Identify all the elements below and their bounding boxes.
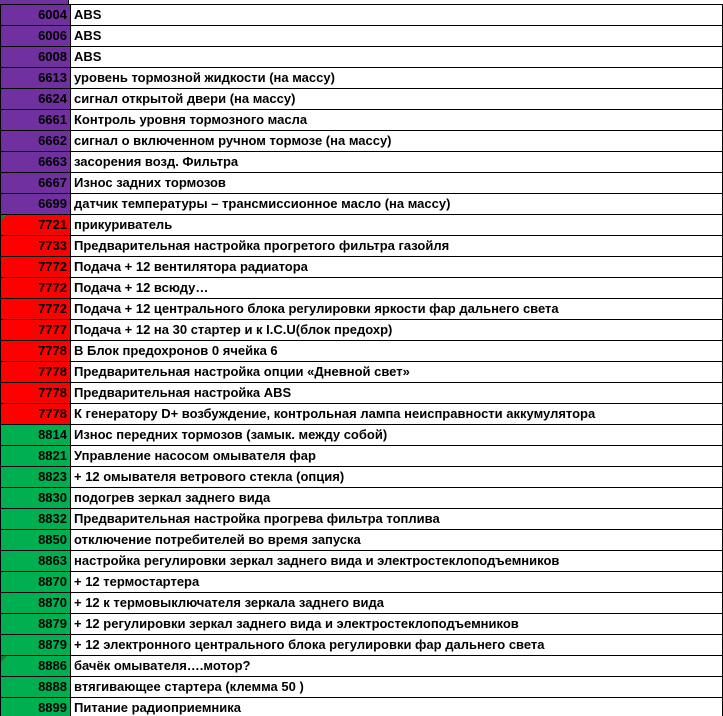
- description-cell[interactable]: Подача + 12 всюду…: [71, 278, 723, 299]
- description-cell[interactable]: Подача + 12 на 30 стартер и к I.C.U(блок предохр): [71, 320, 723, 341]
- table-row: [1, 152, 723, 173]
- table-row: [1, 110, 723, 131]
- description-cell[interactable]: Подача + 12 вентилятора радиатора: [71, 257, 723, 278]
- table-row: [1, 215, 723, 236]
- code-cell[interactable]: 8832: [1, 509, 71, 530]
- description-cell[interactable]: уровень тормозной жидкости (на массу): [71, 68, 723, 89]
- table-row: [1, 530, 723, 551]
- code-cell[interactable]: 8830: [1, 488, 71, 509]
- table-row: [1, 677, 723, 698]
- table-row: [1, 320, 723, 341]
- table-row: [1, 383, 723, 404]
- description-cell[interactable]: Питание радиоприемника: [71, 698, 723, 716]
- code-cell[interactable]: 8814: [1, 425, 71, 446]
- description-cell[interactable]: К генератору D+ возбуждение, контрольная лампа неисправности аккумулятора: [71, 404, 723, 425]
- table-row: [1, 26, 723, 47]
- table-row: [1, 635, 723, 656]
- description-cell[interactable]: сигнал о включенном ручном тормозе (на массу): [71, 131, 723, 152]
- table-row: [1, 5, 723, 26]
- code-cell[interactable]: 8863: [1, 551, 71, 572]
- table-row: [1, 425, 723, 446]
- code-cell[interactable]: 6667: [1, 173, 71, 194]
- table-row: [1, 404, 723, 425]
- table-row: [1, 194, 723, 215]
- code-cell[interactable]: 8870: [1, 572, 71, 593]
- description-cell[interactable]: + 12 омывателя ветрового стекла (опция): [71, 467, 723, 488]
- table-row: [1, 341, 723, 362]
- code-cell[interactable]: 8850: [1, 530, 71, 551]
- description-cell[interactable]: В Блок предохронов 0 ячейка 6: [71, 341, 723, 362]
- code-cell[interactable]: 8888: [1, 677, 71, 698]
- code-cell[interactable]: 6008: [1, 47, 71, 68]
- code-cell[interactable]: 8821: [1, 446, 71, 467]
- table-row: [1, 551, 723, 572]
- description-cell[interactable]: сигнал открытой двери (на массу): [71, 89, 723, 110]
- description-cell[interactable]: Износ передних тормозов (замык. между собой): [71, 425, 723, 446]
- code-cell[interactable]: 6624: [1, 89, 71, 110]
- table-row: [1, 467, 723, 488]
- table-row: [1, 278, 723, 299]
- description-cell[interactable]: подогрев зеркал заднего вида: [71, 488, 723, 509]
- table-row: [1, 614, 723, 635]
- table-row: [1, 89, 723, 110]
- code-cell[interactable]: 8879: [1, 635, 71, 656]
- description-cell[interactable]: Износ задних тормозов: [71, 173, 723, 194]
- code-cell[interactable]: 7772: [1, 278, 71, 299]
- description-cell[interactable]: Управление насосом омывателя фар: [71, 446, 723, 467]
- description-cell[interactable]: настройка регулировки зеркал заднего вида и электростеклоподъемников: [71, 551, 723, 572]
- table-row: [1, 68, 723, 89]
- table-row: [1, 698, 723, 716]
- code-cell[interactable]: 7778: [1, 404, 71, 425]
- code-cell[interactable]: 6663: [1, 152, 71, 173]
- table-row: [1, 362, 723, 383]
- code-cell[interactable]: 7772: [1, 257, 71, 278]
- code-cell[interactable]: 8886: [1, 656, 71, 677]
- code-cell[interactable]: 7772: [1, 299, 71, 320]
- code-cell[interactable]: 6004: [1, 5, 71, 26]
- description-cell[interactable]: Подача + 12 центрального блока регулировки яркости фар дальнего света: [71, 299, 723, 320]
- table-row: [1, 446, 723, 467]
- wiring-codes-table: [0, 4, 723, 716]
- table-body: [1, 5, 723, 716]
- description-cell[interactable]: засорения возд. Фильтра: [71, 152, 723, 173]
- code-cell[interactable]: 6699: [1, 194, 71, 215]
- table-row: [1, 572, 723, 593]
- code-cell[interactable]: 8899: [1, 698, 71, 716]
- code-cell[interactable]: 7778: [1, 383, 71, 404]
- table-row: [1, 593, 723, 614]
- description-cell[interactable]: + 12 к термовыключателя зеркала заднего вида: [71, 593, 723, 614]
- code-cell[interactable]: 7733: [1, 236, 71, 257]
- code-cell[interactable]: 8823: [1, 467, 71, 488]
- description-cell[interactable]: Предварительная настройка опции «Дневной свет»: [71, 362, 723, 383]
- description-cell[interactable]: датчик температуры – трансмиссионное масло (на массу): [71, 194, 723, 215]
- description-cell[interactable]: + 12 регулировки зеркал заднего вида и электростеклоподъемников: [71, 614, 723, 635]
- code-cell[interactable]: 7777: [1, 320, 71, 341]
- description-cell[interactable]: ABS: [71, 5, 723, 26]
- description-cell[interactable]: ABS: [71, 26, 723, 47]
- table-row: [1, 509, 723, 530]
- description-cell[interactable]: Предварительная настройка ABS: [71, 383, 723, 404]
- table-row: [1, 257, 723, 278]
- description-cell[interactable]: Предварительная настройка прогрева фильтра топлива: [71, 509, 723, 530]
- code-cell[interactable]: 6613: [1, 68, 71, 89]
- description-cell[interactable]: ABS: [71, 47, 723, 68]
- description-cell[interactable]: + 12 термостартера: [71, 572, 723, 593]
- table-row: [1, 488, 723, 509]
- description-cell[interactable]: бачёк омывателя….мотор?: [71, 656, 723, 677]
- description-cell[interactable]: Контроль уровня тормозного масла: [71, 110, 723, 131]
- code-cell[interactable]: 7778: [1, 341, 71, 362]
- code-cell[interactable]: 8870: [1, 593, 71, 614]
- code-cell[interactable]: 6662: [1, 131, 71, 152]
- table-row: [1, 236, 723, 257]
- code-cell[interactable]: 6006: [1, 26, 71, 47]
- table-row: [1, 656, 723, 677]
- table-row: [1, 173, 723, 194]
- description-cell[interactable]: прикуриватель: [71, 215, 723, 236]
- table-row: [1, 131, 723, 152]
- table-row: [1, 299, 723, 320]
- table-row: [1, 47, 723, 68]
- description-cell[interactable]: Предварительная настройка прогретого фильтра газойля: [71, 236, 723, 257]
- code-cell[interactable]: 8879: [1, 614, 71, 635]
- code-cell[interactable]: 6661: [1, 110, 71, 131]
- code-cell[interactable]: 7778: [1, 362, 71, 383]
- description-cell[interactable]: втягивающее стартера (клемма 50 ): [71, 677, 723, 698]
- description-cell[interactable]: отключение потребителей во время запуска: [71, 530, 723, 551]
- description-cell[interactable]: + 12 электронного центрального блока регулировки фар дальнего света: [71, 635, 723, 656]
- code-cell[interactable]: 7721: [1, 215, 71, 236]
